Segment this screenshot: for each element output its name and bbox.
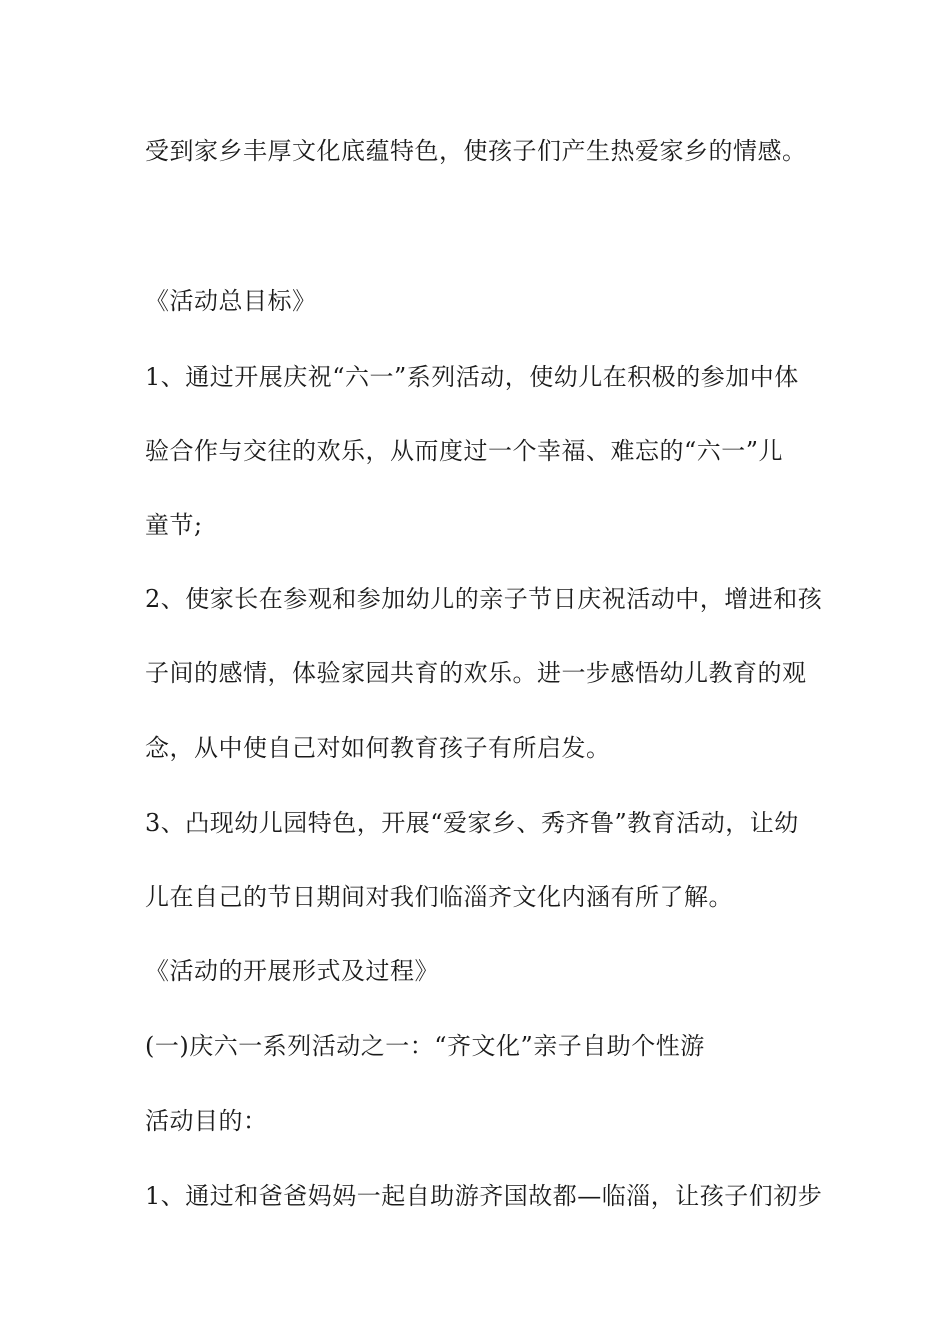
paragraph-line: 子间的感情，体验家园共育的欢乐。进一步感悟幼儿教育的观 [145, 659, 807, 687]
paragraph-line: 儿在自己的节日期间对我们临淄齐文化内涵有所了解。 [145, 883, 733, 911]
paragraph-line: 验合作与交往的欢乐，从而度过一个幸福、难忘的“六一”儿 [145, 437, 784, 465]
paragraph-line: 1、通过开展庆祝“六一”系列活动，使幼儿在积极的参加中体 [145, 363, 799, 391]
paragraph-line: (一)庆六一系列活动之一：“齐文化”亲子自助个性游 [145, 1032, 705, 1060]
section-heading: 《活动总目标》 [145, 287, 317, 315]
section-heading: 《活动的开展形式及过程》 [145, 957, 439, 985]
paragraph-line: 活动目的： [145, 1107, 268, 1135]
paragraph-line: 童节; [145, 511, 203, 539]
paragraph-line: 3、凸现幼儿园特色，开展“爱家乡、秀齐鲁”教育活动，让幼 [145, 809, 799, 837]
paragraph-line: 2、使家长在参观和参加幼儿的亲子节日庆祝活动中，增进和孩 [145, 585, 823, 613]
paragraph-line: 念，从中使自己对如何教育孩子有所启发。 [145, 734, 611, 762]
paragraph-line: 1、通过和爸爸妈妈一起自助游齐国故都—临淄，让孩子们初步 [145, 1182, 823, 1210]
paragraph-line: 受到家乡丰厚文化底蕴特色，使孩子们产生热爱家乡的情感。 [145, 137, 807, 165]
